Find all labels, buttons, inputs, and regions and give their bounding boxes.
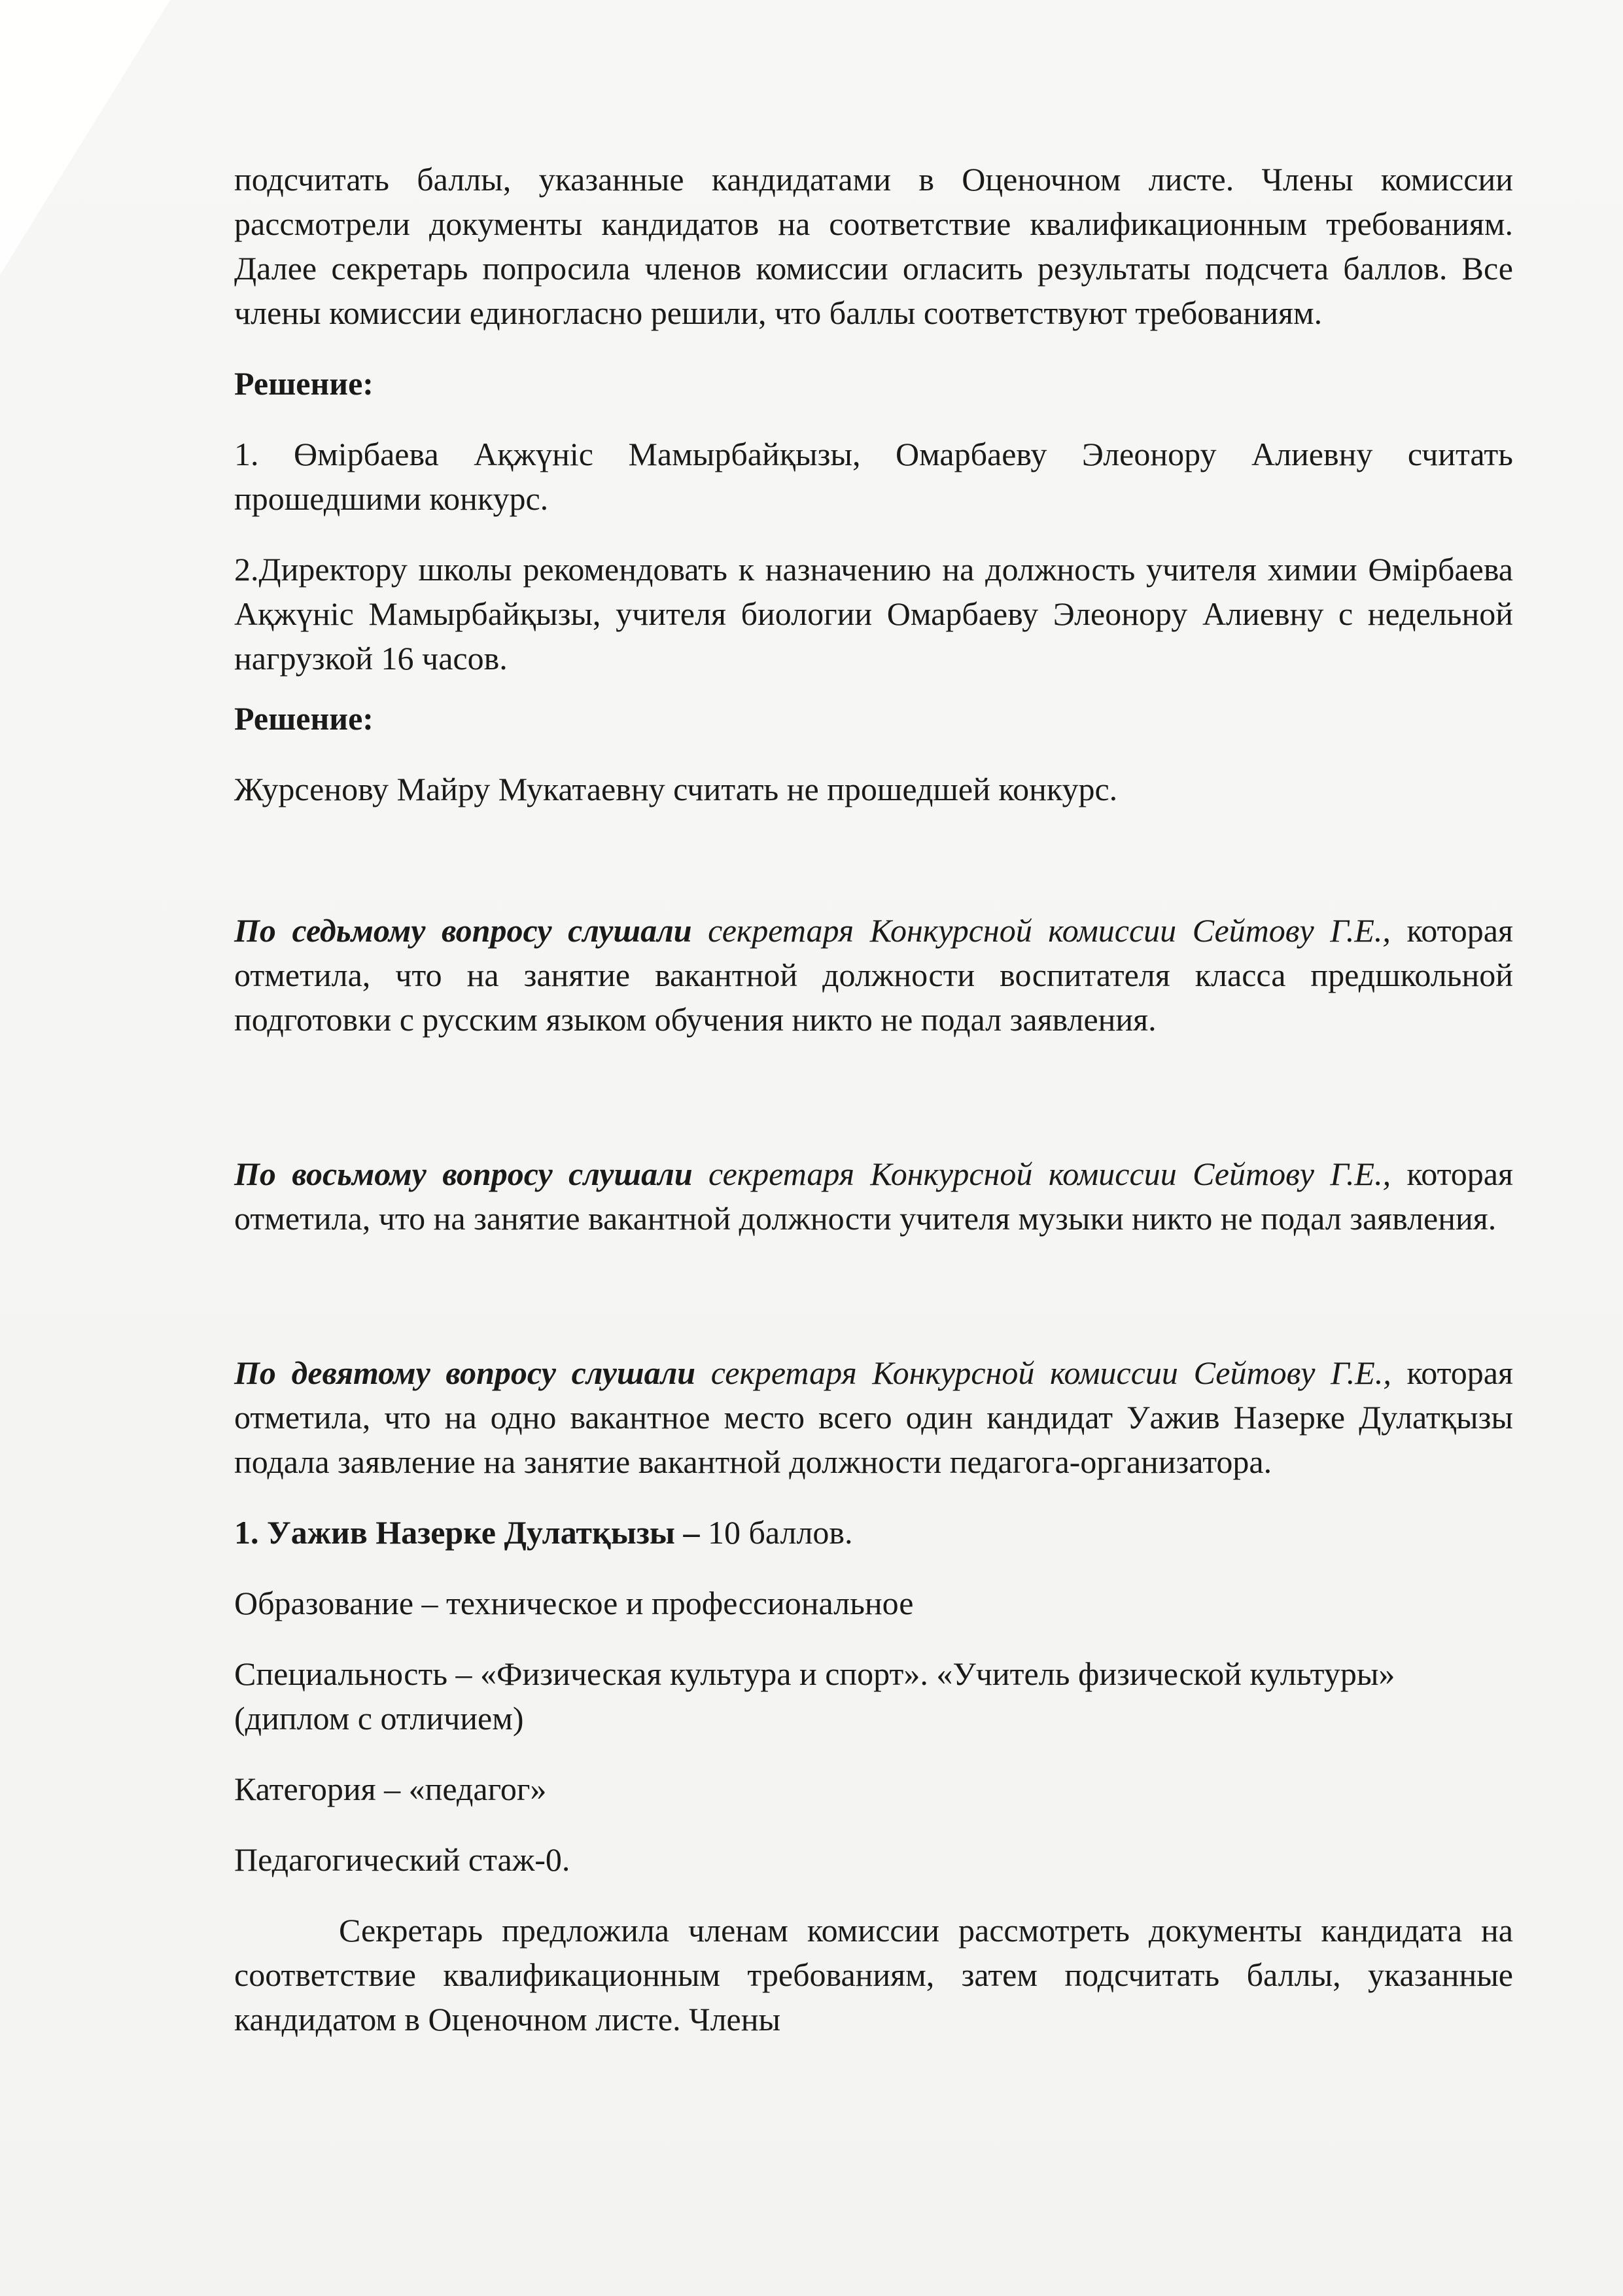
decision-item-2: 2.Директору школы рекомендовать к назначению на должность учителя химии Өмірбаева Ақжүніс Мамырбайқызы, учителя биологии Омарбаеву Элеонору Алиевну с недельной нагрузкой 16 часов. — [234, 551, 1513, 677]
intro-paragraph: подсчитать баллы, указанные кандидатами в Оценочном листе. Члены комиссии рассмотрели документы кандидатов на соответствие квалификационным требованиям. Далее секретарь попросила членов комиссии огласить результаты подсчета баллов. Все члены комиссии единогласно решили, что баллы соответствуют требованиям. — [234, 161, 1513, 331]
candidate-experience: Педагогический стаж-0. — [234, 1841, 570, 1878]
candidate-line — [234, 1510, 1513, 1555]
decision-heading-2: Решение: — [234, 700, 374, 737]
question-9-speaker: секретаря Конкурсной комиссии Сейтову Г.Е., — [710, 1354, 1391, 1391]
question-7-speaker: секретаря Конкурсной комиссии Сейтову Г.Е., — [708, 912, 1391, 949]
decision-item-1: 1. Өмірбаева Ақжүніс Мамырбайқызы, Омарбаеву Элеонору Алиевну считать прошедшими конкурс. — [234, 436, 1513, 517]
candidate-score: 10 баллов. — [707, 1514, 853, 1551]
question-7-paragraph — [234, 908, 1513, 1042]
candidate-specialty: Специальность – «Физическая культура и спорт». «Учитель физической культуры» (диплом с отличием) — [234, 1655, 1395, 1737]
page-fold-corner — [0, 0, 170, 275]
decision-heading-1: Решение: — [234, 365, 374, 402]
document-body — [234, 157, 1513, 2041]
candidate-name: 1. Уажив Назерке Дулатқызы – — [234, 1514, 700, 1551]
closing-paragraph: Секретарь предложила членам комиссии рассмотреть документы кандидата на соответствие квалификационным требованиям, затем подсчитать баллы, указанные кандидатом в Оценочном листе. Члены — [234, 1912, 1513, 2038]
question-8-text: которая отметила, что на занятие вакантной должности учителя музыки никто не подал заявления. — [234, 1156, 1513, 1237]
question-8-lead: По восьмому вопросу слушали — [234, 1156, 693, 1192]
question-8-speaker: секретаря Конкурсной комиссии Сейтову Г.Е., — [708, 1156, 1391, 1192]
candidate-education: Образование – техническое и профессиональное — [234, 1585, 914, 1621]
question-9-text: которая отметила, что на одно вакантное место всего один кандидат Уажив Назерке Дулатқызы подала заявление на занятие вакантной должности педагога-организатора. — [234, 1354, 1513, 1480]
question-9-lead: По девятому вопросу слушали — [234, 1354, 696, 1391]
question-9-paragraph — [234, 1351, 1513, 1484]
candidate-category: Категория – «педагог» — [234, 1771, 547, 1807]
question-7-lead: По седьмому вопросу слушали — [234, 912, 692, 949]
question-7-text: которая отметила, что на занятие вакантной должности воспитателя класса предшкольной подготовки с русским языком обучения никто не подал заявления. — [234, 912, 1513, 1038]
question-8-paragraph — [234, 1152, 1513, 1241]
decision-text-2: Журсенову Майру Мукатаевну считать не прошедшей конкурс. — [234, 771, 1118, 807]
